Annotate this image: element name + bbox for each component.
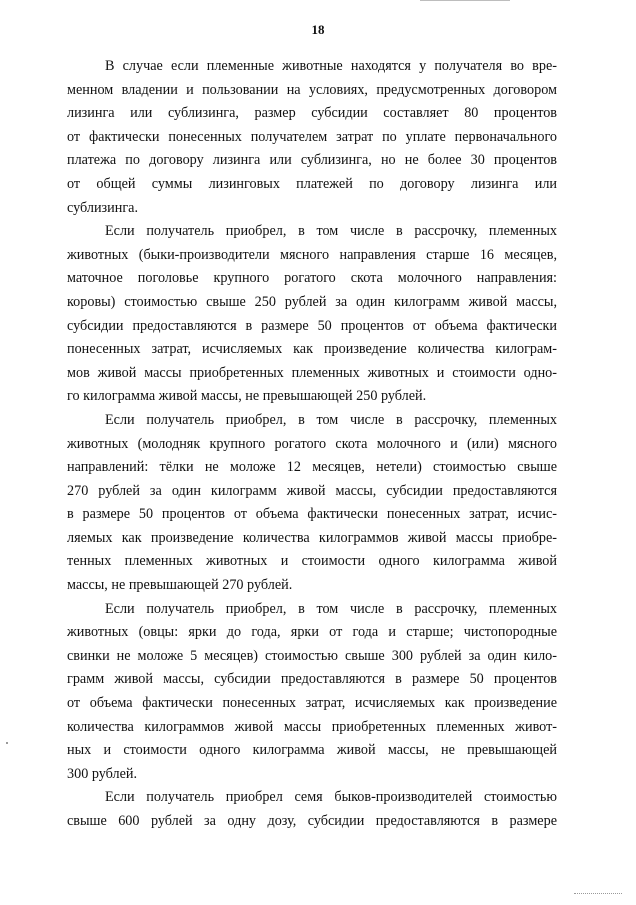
text-line: Если получатель приобрел, в том числе в рассрочку, племенных <box>105 411 557 428</box>
text-line: Если получатель приобрел, в том числе в рассрочку, племенных <box>105 600 557 617</box>
text-line: направлений: тёлки не моложе 12 месяцев, нетели) стоимостью свыше <box>67 459 557 476</box>
text-line: менном владении и пользовании на условиях, предусмотренных договором <box>67 81 557 98</box>
text-line: 270 рублей за один килограмм живой массы, субсидии предоставляются <box>67 482 557 499</box>
text-line: Если получатель приобрел семя быков-производителей стоимостью <box>105 789 557 806</box>
text-line: массы, не превышающей 270 рублей. <box>67 577 293 594</box>
text-line: в размере 50 процентов от объема фактически понесенных затрат, исчис- <box>67 506 557 523</box>
text-line: ных и стоимости одного килограмма живой массы, не превышающей <box>67 742 557 759</box>
text-line: маточное поголовье крупного рогатого скота молочного направления: <box>67 270 557 287</box>
text-line: животных (молодняк крупного рогатого скота молочного и (или) мясного <box>67 435 557 452</box>
text-line: количества килограммов живой массы приобретенных племенных живот- <box>67 718 557 735</box>
paragraph <box>67 55 557 220</box>
text-line: 300 рублей. <box>67 765 138 782</box>
text-line: В случае если племенные животные находятся у получателя во вре- <box>105 58 557 74</box>
text-line: свыше 600 рублей за одну дозу, субсидии предоставляются в размере <box>67 813 557 829</box>
text-line: от объема фактически понесенных затрат, исчисляемых как произведение <box>67 695 557 712</box>
text-line: ляемых как произведение количества килограммов живой массы приобре- <box>67 529 557 546</box>
scan-artifact-dot <box>6 742 8 744</box>
document-body <box>67 55 557 834</box>
text-line: субсидии предоставляются в размере 50 процентов от объема фактически <box>67 317 557 334</box>
paragraph <box>67 786 557 833</box>
page-number: 18 <box>311 22 325 37</box>
paragraph <box>67 598 557 787</box>
text-line: животных (быки-производители мясного направления старше 16 месяцев, <box>67 246 557 263</box>
text-line: понесенных затрат, исчисляемых как произведение количества килограм- <box>67 341 557 358</box>
text-line: лизинга или сублизинга, размер субсидии составляет 80 процентов <box>67 105 557 122</box>
paragraph <box>67 409 557 598</box>
text-line: сублизинга. <box>67 199 139 216</box>
paragraph <box>67 220 557 409</box>
text-line: мов живой массы приобретенных племенных животных и стоимости одно- <box>67 364 557 381</box>
text-line: го килограмма живой массы, не превышающей 250 рублей. <box>67 388 427 405</box>
text-line: от общей суммы лизинговых платежей по договору лизинга или <box>67 175 557 192</box>
text-line: животных (овцы: ярки до года, ярки от года и старше; чистопородные <box>67 624 557 641</box>
text-line: платежа по договору лизинга или сублизинга, но не более 30 процентов <box>67 152 557 169</box>
text-line: Если получатель приобрел, в том числе в рассрочку, племенных <box>105 223 557 240</box>
text-line: от фактически понесенных получателем затрат по уплате первоначального <box>67 128 557 145</box>
text-line: грамм живой массы, субсидии предоставляются в размере 50 процентов <box>67 671 557 688</box>
text-line: свинки не моложе 5 месяцев) стоимостью свыше 300 рублей за один кило- <box>67 647 557 664</box>
text-line: коровы) стоимостью свыше 250 рублей за один килограмм живой массы, <box>67 293 557 310</box>
text-line: тенных племенных животных и стоимости одного килограмма живой <box>67 553 557 570</box>
scan-artifact-corner <box>574 893 622 897</box>
scan-artifact-line <box>420 0 510 1</box>
